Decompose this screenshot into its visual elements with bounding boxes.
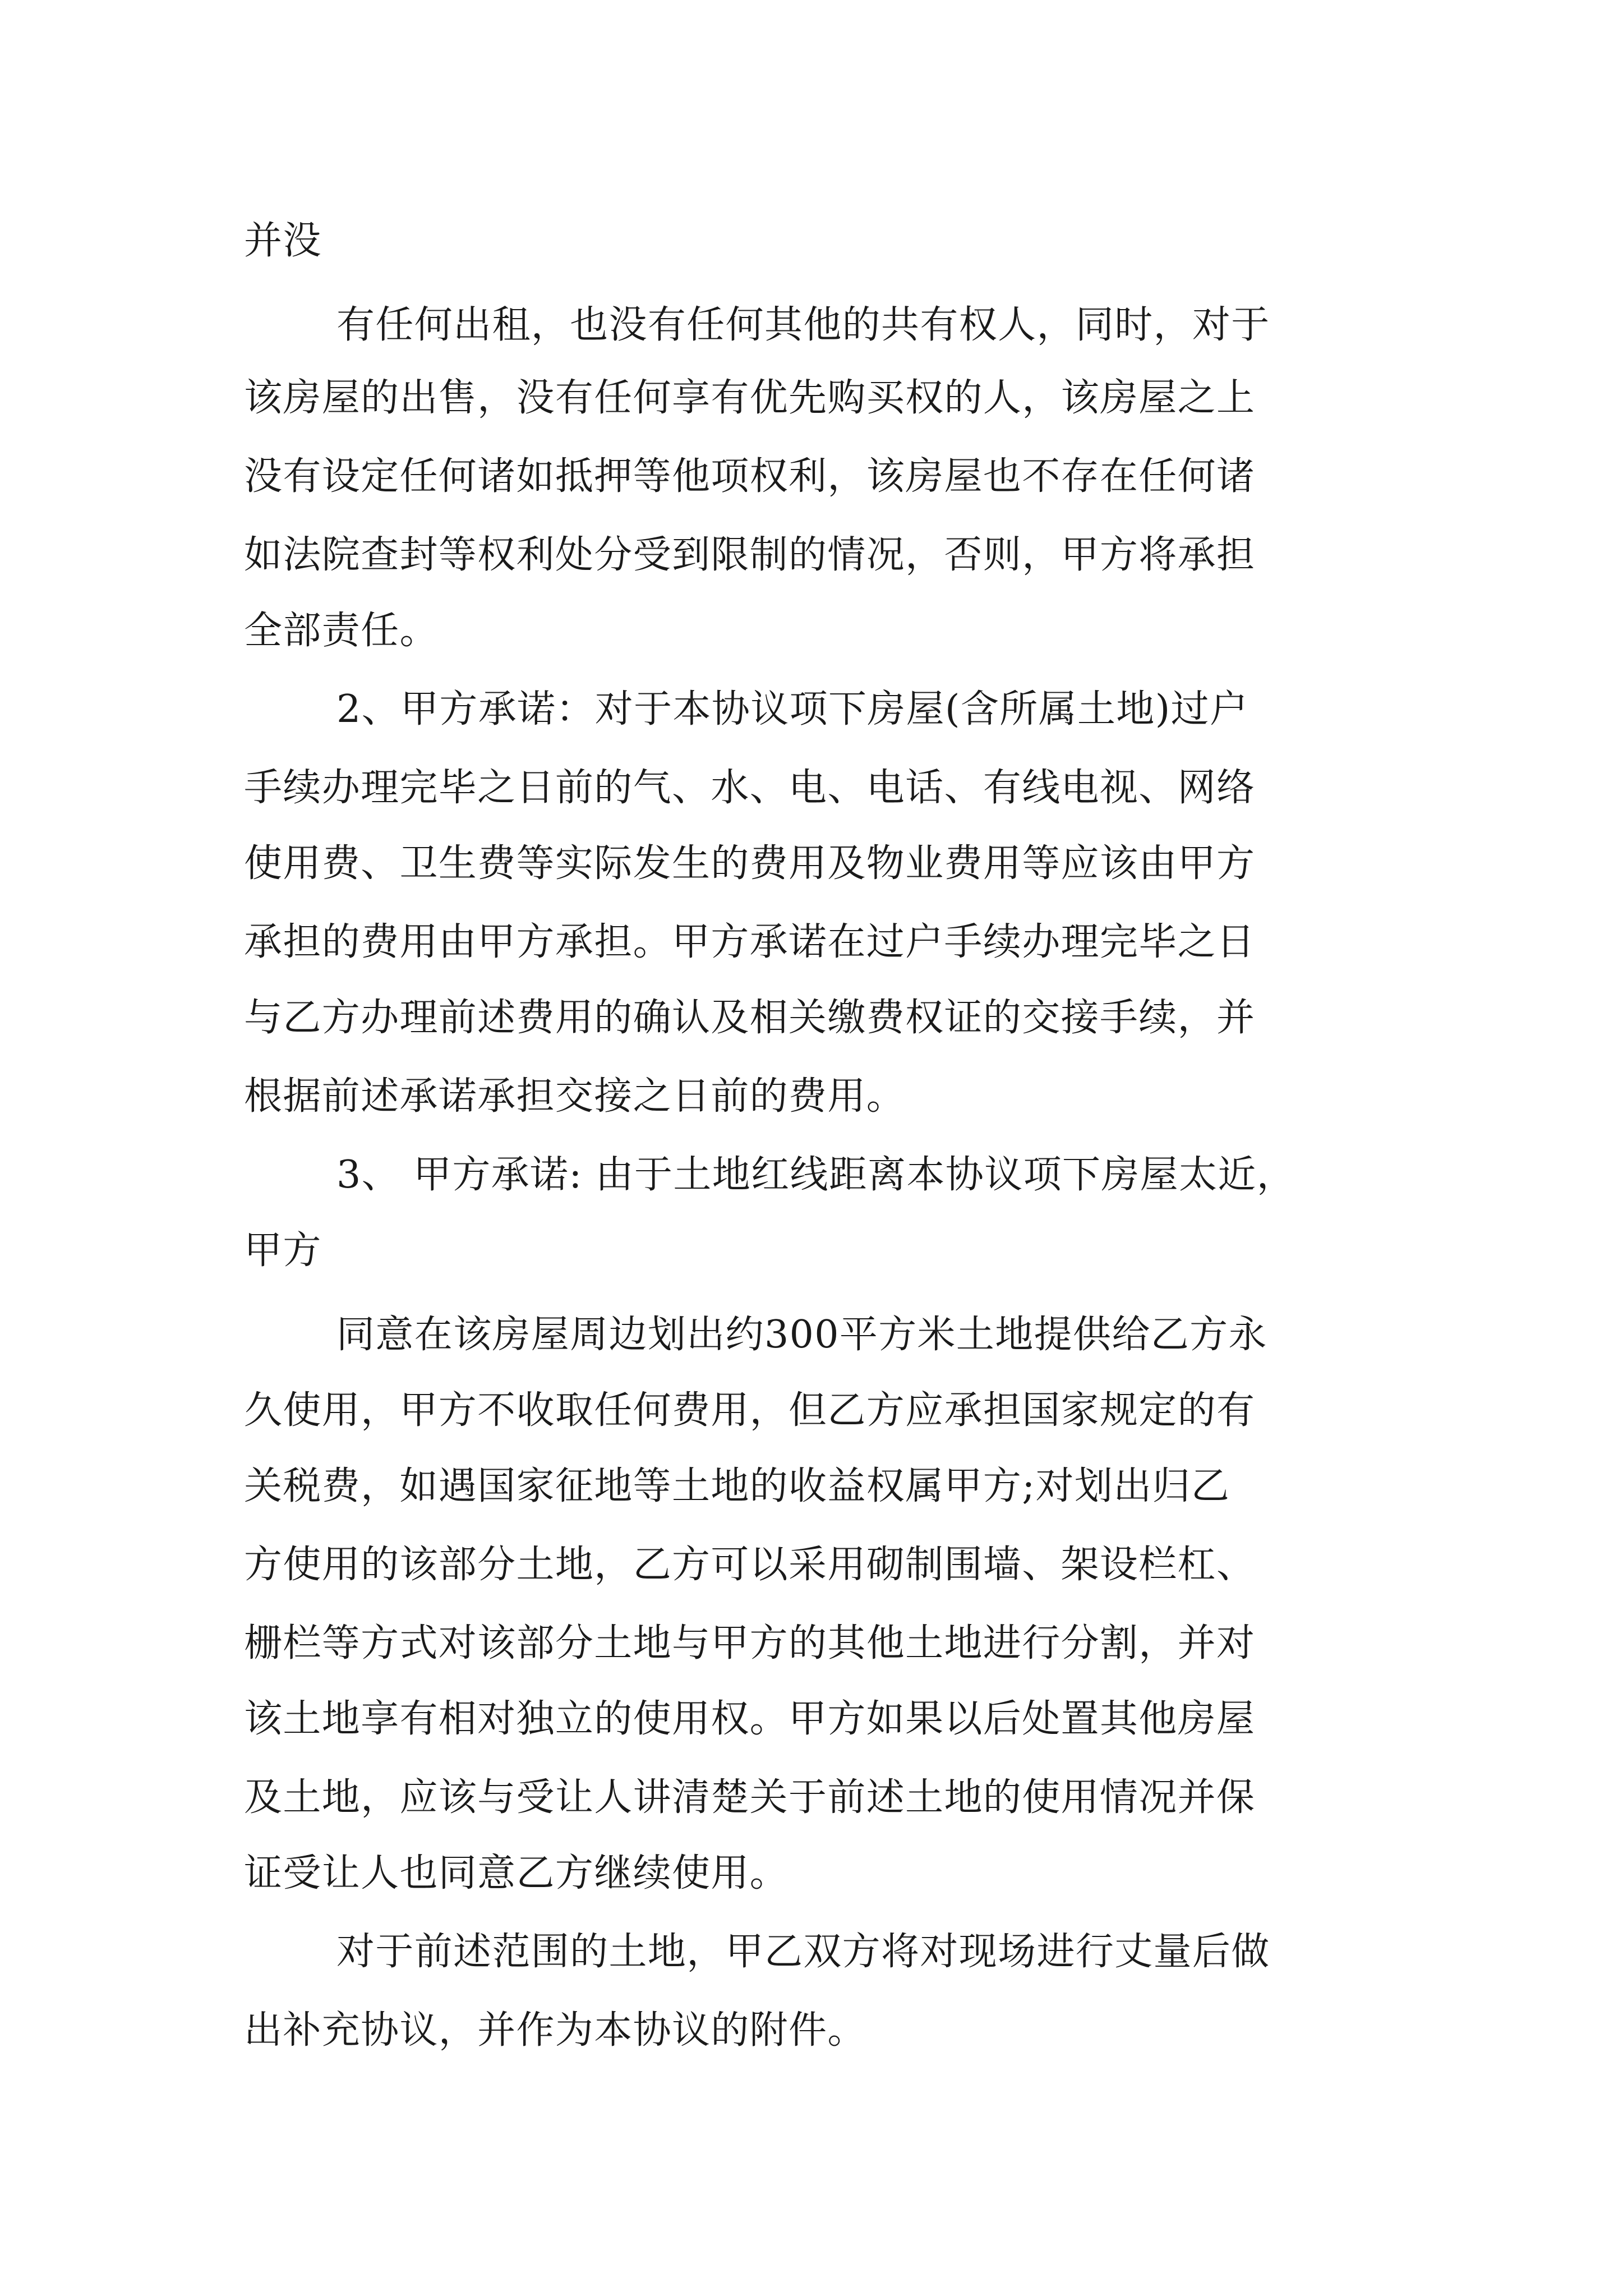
text-line: 及土地，应该与受让人讲清楚关于前述土地的使用情况并保: [244, 1775, 1256, 1820]
text-line: 没有设定任何诸如抵押等他项权利，该房屋也不存在任何诸: [244, 454, 1256, 499]
text-line: 如法院查封等权利处分受到限制的情况，否则，甲方将承担: [244, 533, 1256, 577]
text-line: 手续办理完毕之日前的气、水、电、电话、有线电视、网络: [244, 766, 1256, 810]
text-line: 栅栏等方式对该部分土地与甲方的其他土地进行分割，并对: [244, 1621, 1256, 1665]
text-line: 承担的费用由甲方承担。甲方承诺在过户手续办理完毕之日: [244, 920, 1256, 964]
text-line: 甲方: [244, 1228, 322, 1273]
text-line: 方使用的该部分土地，乙方可以采用砌制围墙、架设栏杠、: [244, 1543, 1256, 1587]
text-line: 该土地享有相对独立的使用权。甲方如果以后处置其他房屋: [244, 1697, 1256, 1741]
text-line: 关税费，如遇国家征地等土地的收益权属甲方;对划出归乙: [244, 1464, 1230, 1508]
text-line: 对于前述范围的土地，甲乙双方将对现场进行丈量后做: [336, 1930, 1270, 1974]
text-line: 该房屋的出售，没有任何享有优先购买权的人，该房屋之上: [244, 376, 1256, 420]
text-line: 并没: [244, 219, 322, 263]
text-line: 全部责任。: [244, 609, 439, 653]
text-line: 同意在该房屋周边划出约300平方米土地提供给乙方永: [336, 1313, 1267, 1357]
text-line: 久使用，甲方不收取任何费用，但乙方应承担国家规定的有: [244, 1388, 1256, 1433]
text-line: 3、 甲方承诺: 由于土地红线距离本协议项下房屋太近，: [336, 1153, 1296, 1197]
text-line: 使用费、卫生费等实际发生的费用及物业费用等应该由甲方: [244, 841, 1256, 886]
text-line: 有任何出租，也没有任何其他的共有权人，同时，对于: [336, 303, 1270, 347]
text-line: 证受让人也同意乙方继续使用。: [244, 1851, 789, 1895]
text-line: 与乙方办理前述费用的确认及相关缴费权证的交接手续，并: [244, 996, 1256, 1040]
text-line: 2、甲方承诺：对于本协议项下房屋(含所属土地)过户: [336, 687, 1249, 731]
text-line: 根据前述承诺承担交接之日前的费用。: [244, 1074, 906, 1119]
text-line: 出补充协议，并作为本协议的附件。: [244, 2008, 866, 2053]
